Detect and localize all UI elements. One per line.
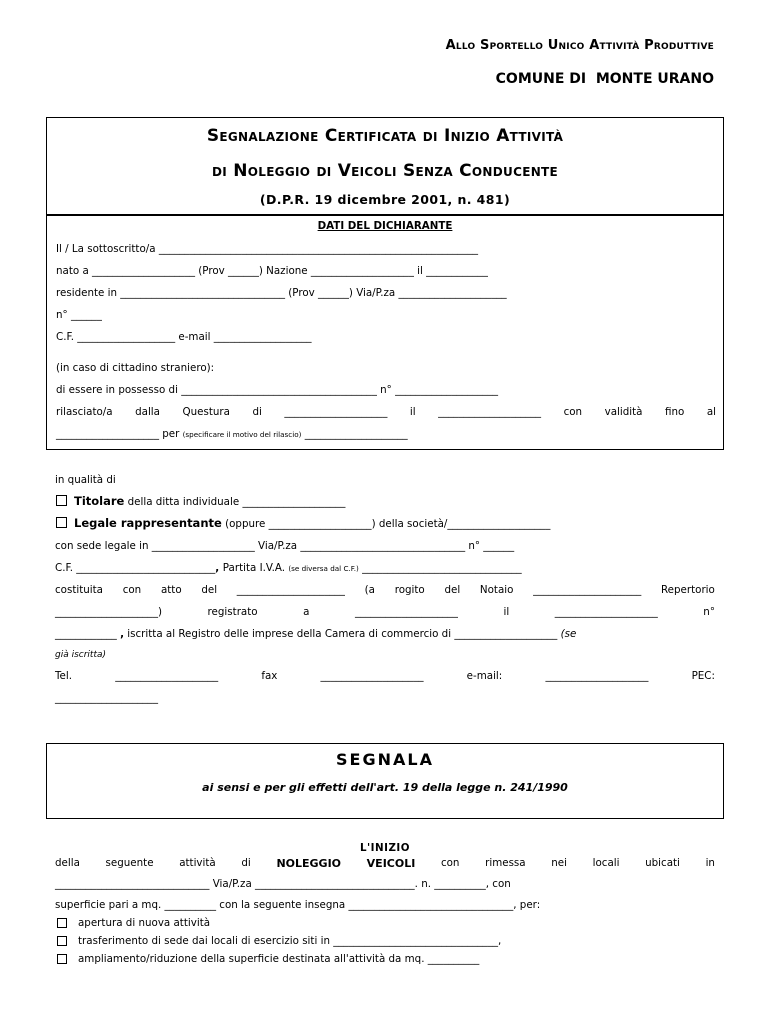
cf-comma: , — [215, 562, 223, 574]
word: e-mail: — [466, 670, 503, 682]
word: in — [705, 857, 715, 869]
cf-piva-line — [55, 562, 522, 574]
word: il — [409, 406, 416, 418]
word: seguente — [105, 857, 154, 869]
word: fax — [261, 670, 278, 682]
motivo-line — [56, 428, 408, 440]
word: di — [252, 406, 262, 418]
registro-comma: , — [120, 628, 124, 640]
word: n° — [703, 606, 715, 618]
titolare-checkbox[interactable] — [56, 495, 67, 506]
word: atto — [160, 584, 182, 596]
word: Repertorio — [660, 584, 715, 596]
word: rilasciato/a — [56, 406, 113, 418]
titolare-rest: della ditta individuale ____________________ — [124, 496, 346, 508]
word: PEC: — [691, 670, 715, 682]
legale-checkbox[interactable] — [56, 517, 67, 528]
word: ____________________ — [320, 670, 424, 682]
registrato-line — [55, 606, 715, 618]
via-line: ______________________________ Via/P.za _______________________________. n. __________, con — [55, 878, 511, 890]
rilasciato-line — [56, 406, 716, 418]
superficie-line: superficie pari a mq. __________ con la seguente insegna ________________________________, per: — [55, 899, 541, 911]
word: con — [122, 584, 142, 596]
word: del — [201, 584, 218, 596]
word: della — [55, 857, 80, 869]
possesso-line: di essere in possesso di ______________________________________ n° ____________________ — [56, 384, 499, 396]
cf-pre: C.F. ___________________________ — [55, 562, 216, 574]
word: ____________________ — [545, 670, 649, 682]
word-noleggio: NOLEGGIO — [276, 857, 342, 870]
titolare-label: Titolare — [74, 494, 125, 508]
word-veicoli: VEICOLI — [366, 857, 416, 870]
word: nei — [551, 857, 567, 869]
word: Tel. — [55, 670, 73, 682]
word: dalla — [135, 406, 160, 418]
motivo-note: (specificare il motivo del rilascio) — [182, 430, 302, 439]
ampliamento-checkbox[interactable] — [57, 954, 67, 964]
sottoscritto-line: Il / La sottoscritto/a ______________________________________________________________ — [56, 243, 479, 255]
piva-note: (se diversa dal C.F.) — [288, 564, 359, 573]
piva-post: _______________________________ — [358, 562, 522, 574]
word: ____________________ — [354, 606, 458, 618]
word: con — [563, 406, 583, 418]
registro-se: (se — [560, 628, 577, 640]
word: ____________________ — [438, 406, 542, 418]
registro-mid: iscritta al Registro delle imprese della Camera di commercio di ____________________ — [123, 628, 561, 640]
legale-label: Legale rappresentante — [74, 516, 222, 530]
apertura-checkbox[interactable] — [57, 918, 67, 928]
motivo-post: ____________________ — [301, 428, 408, 440]
dichiarante-heading: DATI DEL DICHIARANTE — [317, 220, 453, 232]
segnala-subtitle: ai sensi e per gli effetti dell'art. 19 della legge n. 241/1990 — [202, 781, 568, 794]
word: ubicati — [645, 857, 680, 869]
word: del — [444, 584, 461, 596]
word: Notaio — [479, 584, 514, 596]
title-line-2: di Noleggio di Veicoli Senza Conducente — [211, 161, 559, 181]
apertura-label: apertura di nuova attività — [78, 917, 211, 929]
word: il — [503, 606, 510, 618]
title-line-1: Segnalazione Certificata di Inizio Attività — [206, 126, 564, 146]
tel-line — [55, 670, 715, 682]
title-box — [46, 117, 724, 215]
word: locali — [592, 857, 620, 869]
trasferimento-label: trasferimento di sede dai locali di esercizio siti in ________________________________, — [78, 935, 502, 947]
word: a — [303, 606, 310, 618]
piva-label: Partita I.V.A. — [222, 562, 289, 574]
titolare-line — [74, 494, 345, 508]
word: fino — [665, 406, 685, 418]
legale-rest: (oppure ____________________) della società/____________________ — [221, 518, 551, 530]
word: attività — [179, 857, 216, 869]
motivo-pre: ____________________ per — [56, 428, 183, 440]
nato-a-line: nato a ____________________ (Prov ______) Nazione ____________________ il ____________ — [56, 265, 488, 277]
ampliamento-label: ampliamento/riduzione della superficie destinata all'attività da mq. __________ — [78, 953, 480, 965]
word: ____________________ — [115, 670, 219, 682]
segnala-title: SEGNALA — [336, 750, 434, 769]
straniero-line: (in caso di cittadino straniero): — [56, 362, 215, 374]
word: (a — [364, 584, 375, 596]
word: al — [706, 406, 716, 418]
word: rogito — [394, 584, 425, 596]
registro-pre: ____________ — [55, 628, 121, 640]
trasferimento-checkbox[interactable] — [57, 936, 67, 946]
word: _____________________ — [236, 584, 345, 596]
gia-iscritta: già iscritta) — [55, 650, 107, 660]
word: registrato — [207, 606, 258, 618]
segnala-box — [46, 743, 724, 819]
recipient-header: Allo Sportello Unico Attività Produttive — [445, 38, 714, 53]
dichiarante-box — [46, 215, 724, 450]
title-law: (D.P.R. 19 dicembre 2001, n. 481) — [259, 192, 511, 207]
qualita-label: in qualità di — [55, 474, 116, 486]
word: con — [440, 857, 460, 869]
word: _____________________ — [533, 584, 642, 596]
word: costituita — [55, 584, 103, 596]
residente-line: residente in ________________________________ (Prov ______) Via/P.za _____________________ — [56, 287, 507, 299]
attivita-line — [55, 857, 715, 870]
word: ____________________ — [284, 406, 388, 418]
numero-line: n° ______ — [56, 309, 102, 321]
costituita-line — [55, 584, 715, 596]
word: validità — [604, 406, 643, 418]
comune-header: COMUNE DI MONTE URANO — [495, 71, 714, 87]
word: Questura — [182, 406, 230, 418]
legale-line — [74, 516, 550, 530]
word: ____________________) — [55, 606, 162, 618]
pec-line: ____________________ — [55, 692, 158, 704]
cf-email-line: C.F. ___________________ e-mail ___________________ — [56, 331, 312, 343]
inizio-heading: L'INIZIO — [359, 842, 411, 854]
registro-imprese-line — [55, 628, 576, 640]
word: di — [241, 857, 251, 869]
word: ____________________ — [554, 606, 658, 618]
sede-line: con sede legale in ____________________ Via/P.za ________________________________ n° ______ — [55, 540, 515, 552]
word: rimessa — [485, 857, 526, 869]
